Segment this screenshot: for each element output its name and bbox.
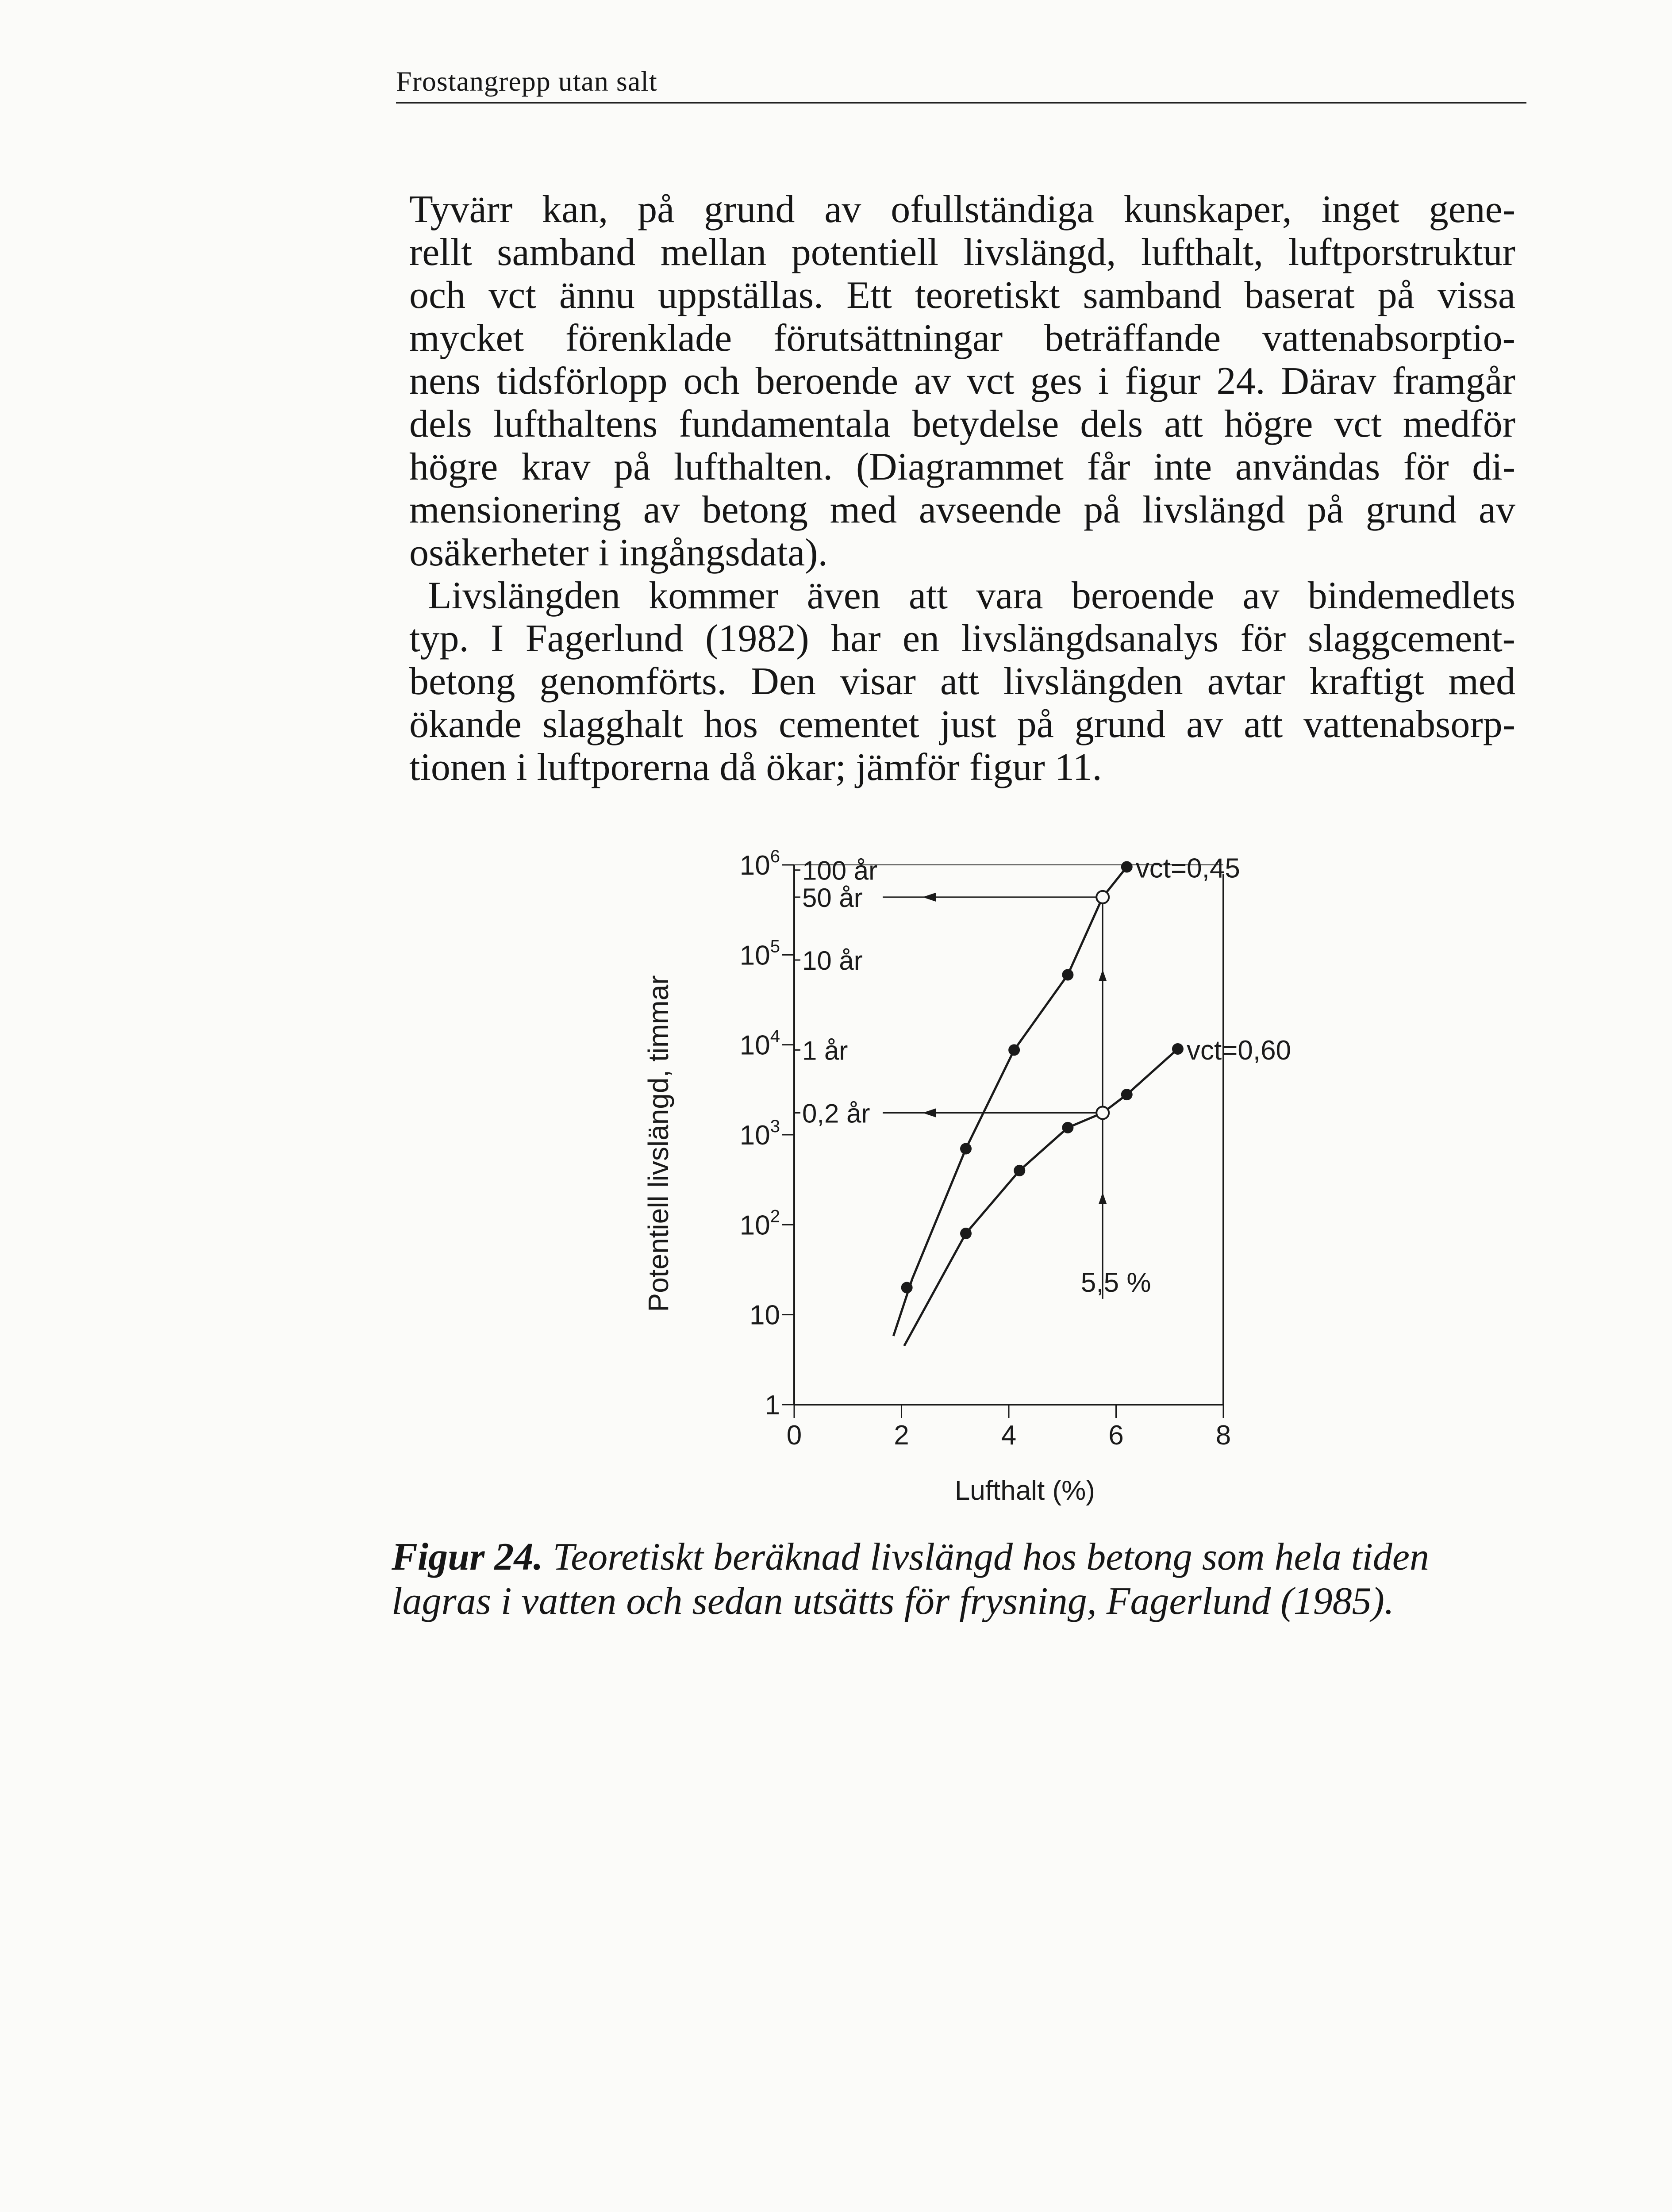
time-label: 10 år bbox=[802, 946, 863, 976]
y-tick-label: $10^2$ bbox=[739, 1206, 780, 1241]
text-line: mensionering av betong med avseende på livslängd på grund av bbox=[409, 488, 1515, 531]
figure-24 bbox=[615, 841, 1358, 1548]
text-line: rellt samband mellan potentiell livslängd, lufthalt, luftporstruktur bbox=[409, 231, 1515, 274]
time-label: 0,2 år bbox=[802, 1098, 870, 1129]
arrowhead-up bbox=[1099, 969, 1107, 981]
x-tick-label: 4 bbox=[1001, 1420, 1017, 1451]
y-tick-label: $10^5$ bbox=[739, 937, 780, 971]
x-tick-label: 2 bbox=[894, 1420, 909, 1451]
arrowhead-left bbox=[922, 1108, 936, 1117]
time-label: 50 år bbox=[802, 883, 863, 913]
text-line: och vct ännu uppställas. Ett teoretiskt samband baserat på vissa bbox=[409, 274, 1515, 317]
text-line: typ. I Fagerlund (1982) har en livslängdsanalys för slaggcement- bbox=[409, 617, 1515, 660]
open-data-point bbox=[1096, 891, 1109, 903]
y-tick-label: $10^3$ bbox=[739, 1117, 780, 1151]
caption-text: lagras i vatten och sedan utsätts för frysning, Fagerlund (1985). bbox=[392, 1580, 1394, 1623]
x-tick-label: 6 bbox=[1108, 1420, 1124, 1451]
data-point bbox=[1008, 1044, 1020, 1056]
text-line: osäkerheter i ingångsdata). bbox=[409, 531, 828, 574]
series-line bbox=[893, 867, 1127, 1336]
arrowhead-left bbox=[922, 893, 936, 902]
data-point bbox=[1014, 1165, 1025, 1176]
chart-labels bbox=[642, 847, 1291, 1506]
text-line: nens tidsförlopp och beroende av vct ges i figur 24. Därav framgår bbox=[409, 360, 1515, 403]
x-tick-label: 8 bbox=[1215, 1420, 1231, 1451]
data-point bbox=[1172, 1043, 1184, 1055]
y-axis-label: Potentiell livslängd, timmar bbox=[642, 975, 674, 1312]
y-tick-label: 1 bbox=[765, 1390, 780, 1421]
running-title: Frostangrepp utan salt bbox=[396, 65, 657, 97]
time-label: 100 år bbox=[802, 856, 878, 886]
lifetime-chart bbox=[615, 841, 1358, 1548]
caption-text: Teoretiskt beräknad livslängd hos betong som hela tiden bbox=[543, 1536, 1429, 1578]
time-label: 1 år bbox=[802, 1036, 848, 1066]
y-tick-label: 10 bbox=[750, 1300, 780, 1331]
data-point bbox=[1121, 861, 1133, 873]
text-line: mycket förenklade förutsättningar beträffande vattenabsorptio- bbox=[409, 317, 1515, 360]
data-point bbox=[1062, 1122, 1073, 1133]
open-data-point bbox=[1096, 1106, 1109, 1119]
text-line: högre krav på lufthalten. (Diagrammet får inte användas för di- bbox=[409, 445, 1515, 488]
x-axis-label: Lufthalt (%) bbox=[954, 1475, 1095, 1506]
text-line: betong genomförts. Den visar att livslängden avtar kraftigt med bbox=[409, 660, 1515, 703]
data-point bbox=[1121, 1089, 1133, 1100]
figure-caption bbox=[392, 1535, 1524, 1624]
text-line: Tyvärr kan, på grund av ofullständiga kunskaper, inget gene- bbox=[409, 188, 1515, 231]
series-label: vct=0,45 bbox=[1135, 853, 1240, 884]
y-tick-label: $10^6$ bbox=[739, 847, 780, 881]
body-text bbox=[409, 188, 1515, 789]
data-point bbox=[960, 1228, 972, 1239]
y-tick-label: $10^4$ bbox=[739, 1026, 780, 1061]
paragraph-2 bbox=[409, 574, 1515, 789]
data-point bbox=[901, 1282, 913, 1293]
caption-label: Figur 24. bbox=[392, 1536, 543, 1578]
running-header bbox=[396, 58, 1526, 104]
paragraph-1 bbox=[409, 188, 1515, 574]
text-line: dels lufthaltens fundamentala betydelse dels att högre vct medför bbox=[409, 403, 1515, 445]
data-point bbox=[1062, 969, 1073, 980]
series-label: vct=0,60 bbox=[1186, 1035, 1291, 1066]
text-line: Livslängden kommer även att vara beroende av bindemedlets bbox=[428, 574, 1515, 617]
arrowhead-up bbox=[1099, 1192, 1107, 1204]
reference-lines bbox=[883, 893, 1107, 1299]
data-point bbox=[960, 1143, 972, 1154]
text-line: tionen i luftporerna då ökar; jämför figur 11. bbox=[409, 746, 1102, 789]
text-line: ökande slagghalt hos cementet just på grund av att vattenabsorp- bbox=[409, 703, 1515, 746]
reference-label: 5,5 % bbox=[1080, 1267, 1151, 1298]
x-tick-label: 0 bbox=[786, 1420, 802, 1451]
